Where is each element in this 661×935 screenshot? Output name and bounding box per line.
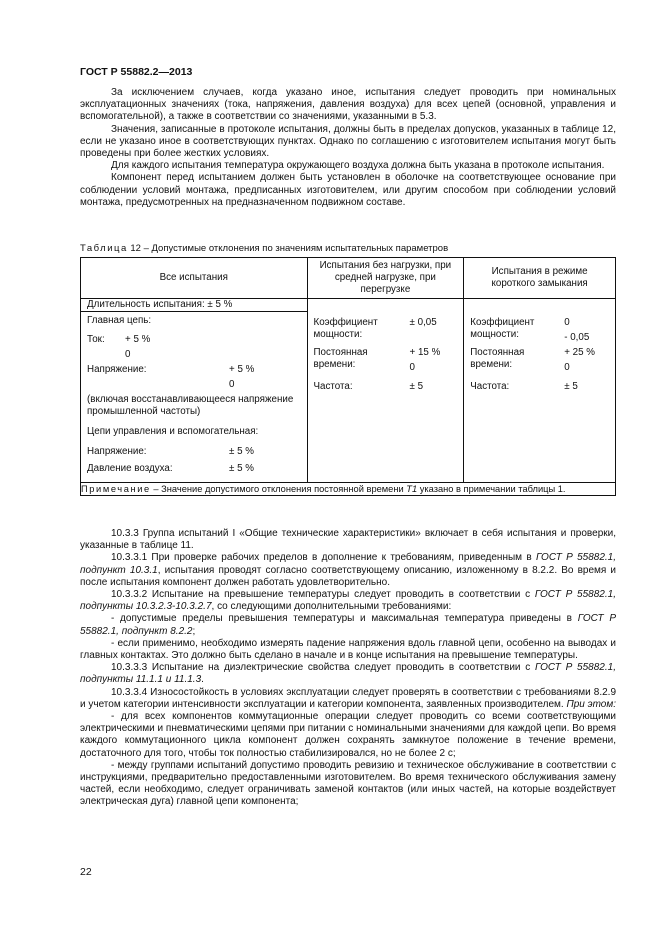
intro-paragraph-3: Для каждого испытания температура окружающего воздуха должна быть указана в протоколе испытания.	[111, 160, 605, 172]
voltage-value-upper: + 5 %	[229, 364, 255, 375]
c2-time-constant-value-upper: + 15 %	[409, 347, 441, 358]
header-all-tests: Все испытания	[81, 258, 308, 299]
col2-cell	[307, 299, 464, 483]
table-caption-text: 12 – Допустимые отклонения по значениям испытательных параметров	[130, 243, 449, 254]
main-circuit-label: Главная цепь:	[87, 315, 152, 326]
intro-text	[80, 87, 616, 209]
section-10-3-3-1: 10.3.3.1 При проверке рабочих пределов в дополнение к требованиям, приведенным в ГОСТ Р 55882.1, подпункт 10.3.1, испытания проводят согласно соответствующему описанию, изложенному в 8.2.2. Во время и после испытания компонент должен работать удовлетворительно.	[80, 552, 617, 588]
current-label: Ток:	[87, 334, 105, 345]
section-10-3-3-4-item-2: - между группами испытаний допустимо проводить ревизию и техническое обслуживание в соответствии с инструкциями, предварительно предоставленными изготовителем. Во время технического обслуживания замену частей, если необходимо, следует ограничивать заменой контактов (или иных частей, на которые воздействует электрическая дуга) главной цепи компонента;	[80, 759, 616, 808]
section-10-3-3-4: 10.3.3.4 Износостойкость в условиях эксплуатации следует проверять в соответствии с требованиями 8.2.9 и учетом категории интенсивности эксплуатации и категории компонента, заявленных производителем. При этом:	[80, 686, 616, 710]
note-word: Примечание	[81, 484, 151, 494]
current-value-upper: + 5 %	[125, 334, 151, 345]
table-caption	[80, 243, 448, 254]
table-note	[81, 483, 616, 496]
c3-frequency-label: Частота:	[470, 381, 510, 392]
c3-power-factor-value-upper: 0	[564, 317, 570, 328]
c3-power-factor-value-lower: - 0,05	[564, 332, 590, 343]
air-pressure-value: ± 5 %	[229, 463, 254, 474]
control-voltage-label: Напряжение:	[87, 446, 147, 457]
c2-frequency-value: ± 5	[409, 381, 424, 392]
c2-frequency-label: Частота:	[313, 381, 353, 392]
table-note-row	[81, 483, 616, 496]
note-text-b: указано в примечании таблицы 1.	[417, 484, 566, 494]
note-t1: T1	[406, 484, 418, 494]
header-no-load-tests: Испытания без нагрузки, при средней нагрузке, при перегрузке	[307, 258, 464, 299]
c3-frequency-value: ± 5	[564, 381, 578, 392]
section-10-3-3-2-item-2: - если применимо, необходимо измерять падение напряжения вдоль главной цепи, особенно на выводах и главных контактах. Это должно быть сделано в начале и в конце испытания на превышение температуры.	[80, 637, 616, 662]
c2-time-constant-label: Постоянная времени:	[313, 347, 368, 370]
section-10-3-3: 10.3.3 Группа испытаний I «Общие технические характеристики» включает в себя испытания и проверки, указанные в таблице 11.	[80, 528, 616, 552]
section-10-3-3-2: 10.3.3.2 Испытание на превышение температуры следует проводить в соответствии с ГОСТ Р 55882.1, подпункты 10.3.2.3-10.3.2.7, со следующими дополнительными требованиями:	[80, 589, 616, 613]
intro-paragraph-2: Значения, записанные в протоколе испытания, должны быть в пределах допусков, указанных в таблице 12, если не указано иное в соответствующих пунктах. Однако по соглашению с изготовителем испытания могут быть проведены при более жестких условиях.	[80, 123, 616, 160]
document-id-header: ГОСТ Р 55882.2—2013	[80, 66, 193, 78]
control-voltage-value: ± 5 %	[229, 446, 254, 457]
air-pressure-label: Давление воздуха:	[87, 463, 173, 474]
c2-power-factor-value: ± 0,05	[409, 317, 437, 328]
all-tests-cell	[81, 312, 308, 483]
section-10-3-3-3: 10.3.3.3 Испытание на диэлектрические свойства следует проводить в соответствии с ГОСТ Р 55882.1, подпункты 11.1.1 и 11.1.3.	[80, 662, 616, 686]
section-10-3-3-2-item-1: - допустимые пределы превышения температуры и максимальная температура приведены в ГОСТ Р 55882.1, подпункт 8.2.2;	[80, 613, 616, 637]
sections-text	[80, 528, 616, 809]
c3-time-constant-label: Постоянная времени:	[470, 347, 525, 370]
intro-paragraph-1: За исключением случаев, когда указано иное, испытания следует проводить при номинальных эксплуатационных значениях (тока, напряжения, давления воздуха) для всех цепей (основной, управления и вспомогательной), а также в соответствии со значениями, указанными в 5.3.	[80, 87, 616, 123]
voltage-label: Напряжение:	[87, 364, 147, 375]
header-short-circuit-tests: Испытания в режиме короткого замыкания	[464, 258, 616, 299]
c3-time-constant-value-upper: + 25 %	[564, 347, 596, 358]
voltage-note: (включая восстанавливающееся напряжение промышленной частоты)	[87, 394, 294, 417]
intro-paragraph-4: Компонент перед испытанием должен быть установлен в оболочке на соответствующее основание при соблюдении условий монтажа, предписанных изготовителем, или другим способом при соблюдении условий монтажа, предусмотренных на предназначенном подвижном составе.	[80, 172, 616, 208]
col3-cell	[464, 299, 616, 483]
tolerance-table	[80, 257, 616, 496]
section-10-3-3-4-item-1: - для всех компонентов коммутационные операции следует проводить со всеми соответствующими электрическими и пневматическими цепями при питании с номинальными значениями для каждой цепи. Во время каждого коммутационного цикла компонент должен сохранять замкнутое положение в течение времени, достаточного для того, чтобы ток полностью стабилизировался, но не более 2 с;	[80, 711, 616, 759]
c3-time-constant-value-lower: 0	[564, 362, 570, 373]
voltage-value-lower: 0	[229, 379, 235, 390]
duration-cell: Длительность испытания: ± 5 %	[81, 299, 308, 312]
c3-power-factor-label: Коэффициент мощности:	[470, 317, 535, 340]
control-circuits-label: Цепи управления и вспомогательная:	[87, 426, 259, 437]
current-value-lower: 0	[125, 349, 131, 360]
c2-time-constant-value-lower: 0	[409, 362, 415, 373]
c2-power-factor-label: Коэффициент мощности:	[313, 317, 378, 340]
note-text-a: – Значение допустимого отклонения постоянной времени	[150, 484, 407, 494]
table-header-row	[81, 258, 616, 299]
page-number: 22	[80, 866, 92, 878]
table-caption-word: Таблица	[80, 243, 128, 254]
duration-row	[81, 299, 616, 312]
